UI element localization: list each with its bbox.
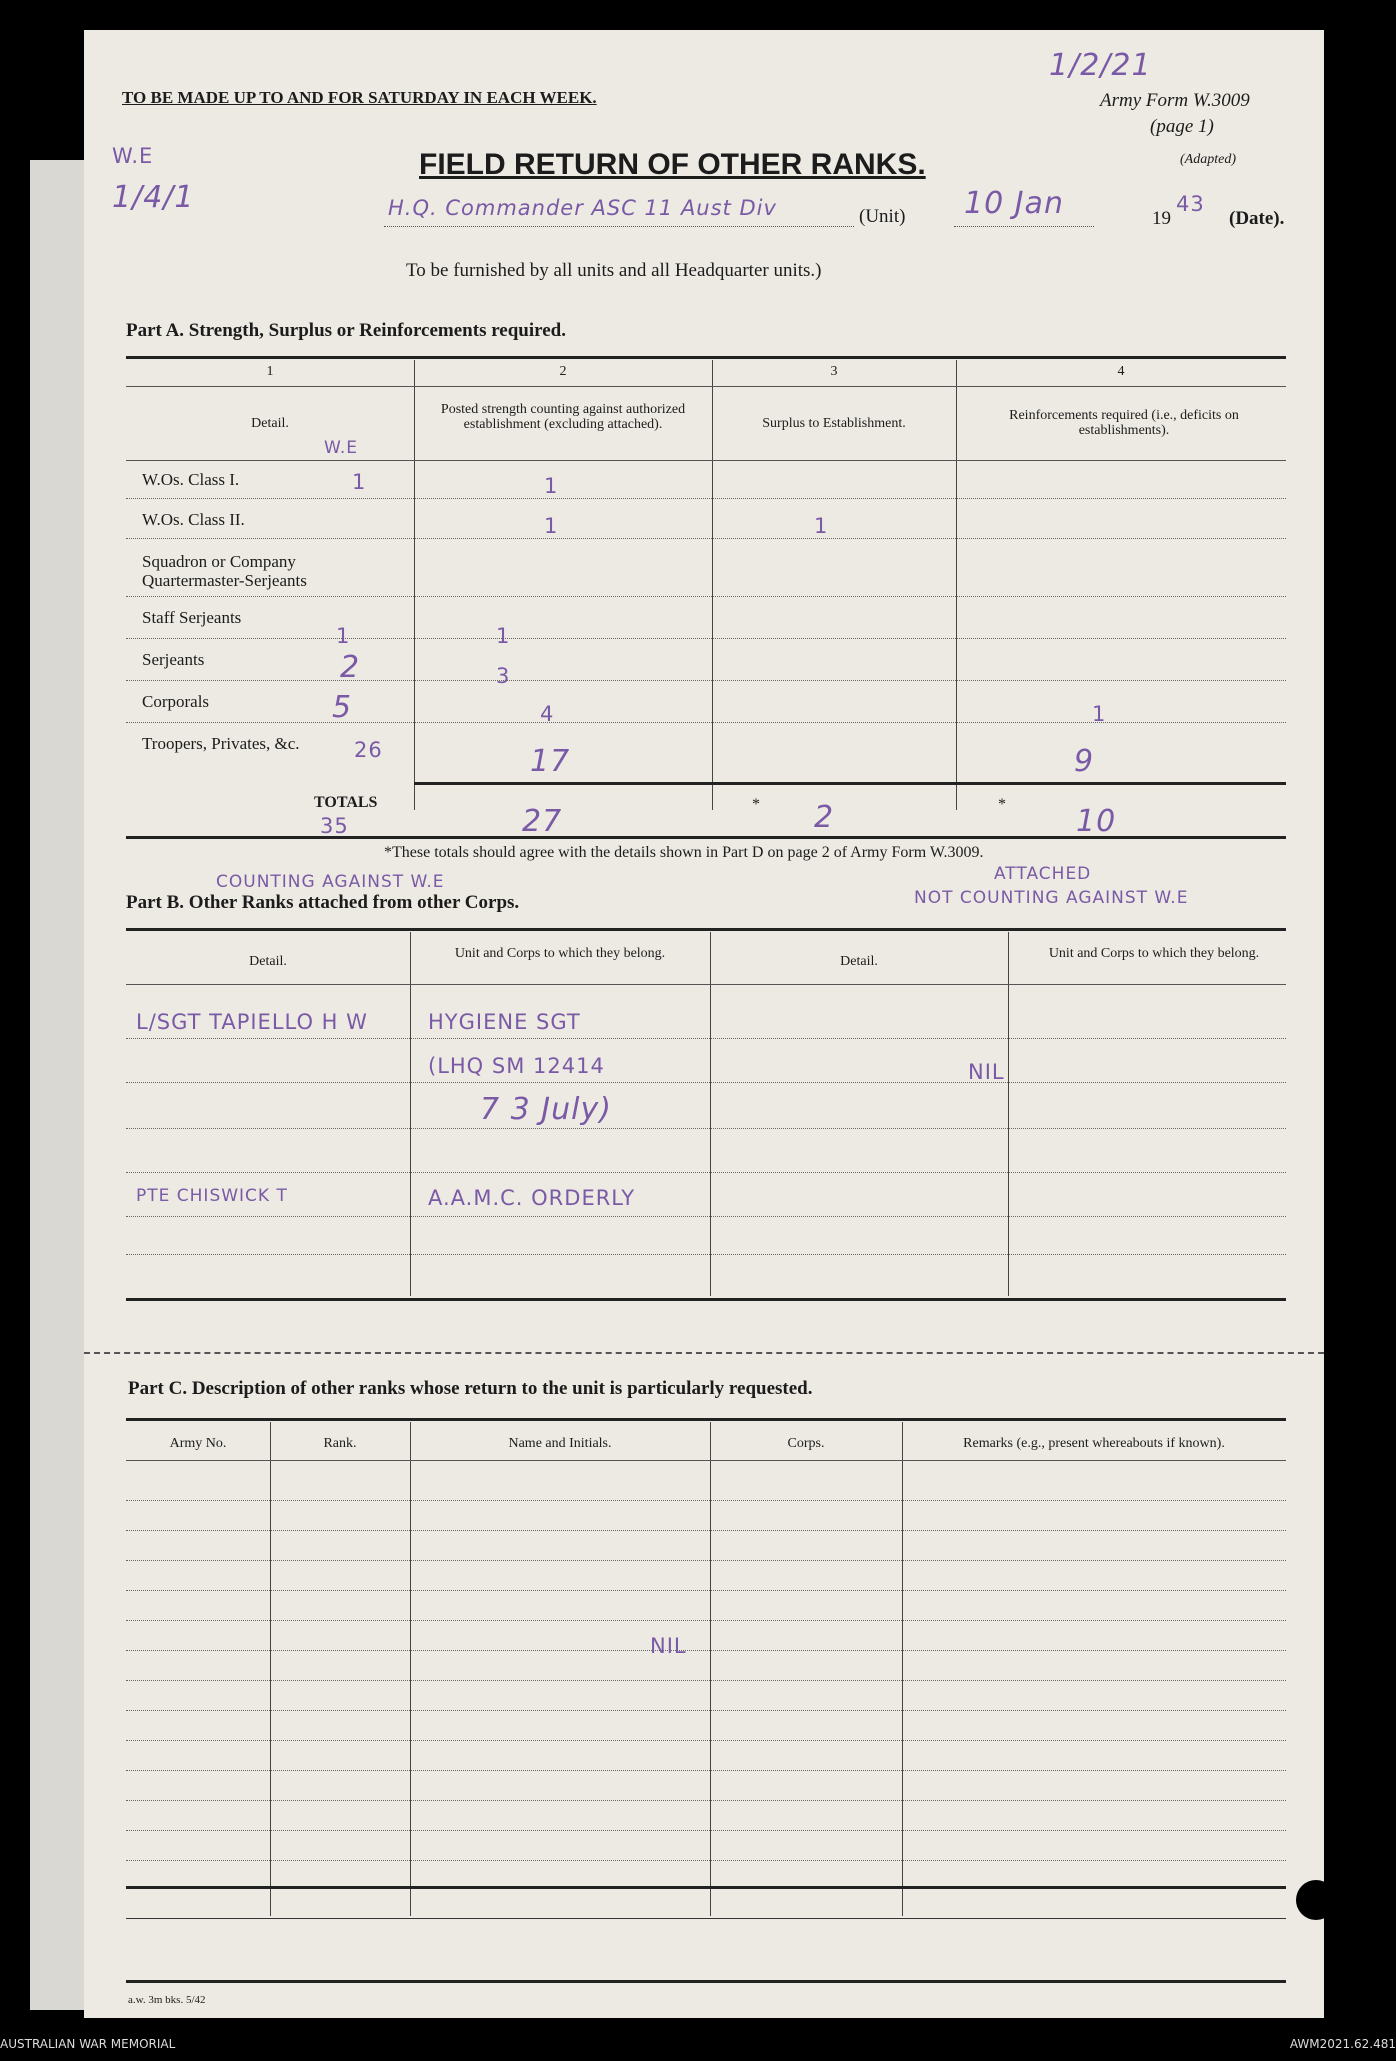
reinf-troopers: 9 — [1074, 744, 1095, 779]
header-detail: Detail. — [251, 416, 289, 431]
form-number: Army Form W.3009 — [1100, 90, 1250, 111]
row-label-wo1: W.Os. Class I. — [142, 470, 240, 489]
header-surplus: Surplus to Establishment. — [762, 416, 906, 431]
page-title: FIELD RETURN OF OTHER RANKS. — [419, 148, 926, 181]
col-number-4: 4 — [1117, 364, 1125, 379]
form-page: (page 1) — [1150, 116, 1214, 137]
posted-wo1: 1 — [544, 474, 559, 498]
hw-date-value: 10 Jan — [964, 186, 1064, 221]
posted-troopers: 17 — [530, 744, 571, 779]
b-entry-2-unit: (LHQ SM 12414 — [428, 1054, 605, 1078]
row-label-wo2: W.Os. Class II. — [142, 510, 245, 529]
c-header-remarks: Remarks (e.g., present whereabouts if known). — [963, 1436, 1225, 1451]
col-number-2: 2 — [559, 364, 567, 379]
b-header-unit-corps: Unit and Corps to which they belong. — [454, 946, 666, 961]
print-code: a.w. 3m bks. 5/42 — [128, 1994, 206, 2006]
adapted-note: (Adapted) — [1180, 152, 1236, 167]
reinf-corporals: 1 — [1092, 702, 1107, 726]
surplus-wo2: 1 — [814, 514, 829, 538]
part-c-title: Part C. Description of other ranks whose return to the unit is particularly requested. — [128, 1378, 813, 1399]
row-label-staff-sgt: Staff Serjeants — [142, 608, 242, 627]
b-entry-1-detail: L/SGT TAPIELLO H W — [136, 1010, 368, 1034]
footer-right: AWM2021.62.481 — [1289, 2037, 1396, 2051]
we-serjeants: 2 — [340, 650, 361, 685]
posted-wo2: 1 — [544, 514, 559, 538]
part-b-title: Part B. Other Ranks attached from other Corps. — [126, 892, 520, 913]
furnished-note: To be furnished by all units and all Headquarter units.) — [406, 260, 822, 281]
punch-hole — [1296, 1880, 1336, 1920]
row-label-serjeants: Serjeants — [142, 650, 205, 669]
year-prefix: 19 — [1152, 208, 1171, 229]
hw-unit-value: H.Q. Commander ASC 11 Aust Div — [388, 196, 777, 220]
totals-surplus: 2 — [814, 800, 835, 835]
header-reinforcements: Reinforcements required (i.e., deficits on establishments). — [1009, 408, 1239, 438]
hw-we-col: W.E — [324, 438, 359, 458]
totals-label: TOTALS — [314, 794, 378, 811]
row-label-corporals: Corporals — [142, 692, 210, 711]
totals-footnote: *These totals should agree with the details shown in Part D on page 2 of Army Form W.3009. — [384, 844, 984, 861]
totals-posted: 27 — [522, 804, 563, 839]
unit-label: (Unit) — [859, 206, 906, 227]
asterisk-surplus: * — [752, 796, 760, 813]
hw-part-b-right-note-1: ATTACHED — [994, 864, 1092, 884]
hw-year-value: 43 — [1176, 192, 1205, 216]
hw-part-b-right-note-2: NOT COUNTING AGAINST W.E — [914, 888, 1189, 908]
hw-left-margin-1: W.E — [112, 144, 154, 168]
date-label: (Date). — [1229, 208, 1285, 229]
header-posted: Posted strength counting against authorized establishment (excluding attached). — [440, 402, 686, 432]
we-troopers: 26 — [354, 738, 383, 762]
b-header-detail: Detail. — [249, 954, 287, 969]
footer-left: AUSTRALIAN WAR MEMORIAL — [0, 2037, 176, 2051]
col-number-1: 1 — [266, 364, 274, 379]
we-corporals: 5 — [332, 690, 353, 725]
c-nil: NIL — [650, 1634, 687, 1658]
hw-part-b-left-note: COUNTING AGAINST W.E — [216, 872, 445, 892]
b-entry-1-unit: HYGIENE SGT — [428, 1010, 581, 1034]
hw-top-right: 1/2/21 — [1049, 48, 1152, 83]
posted-staff-sgt: 1 — [496, 624, 511, 648]
totals-reinf: 10 — [1076, 804, 1117, 839]
b-header-unit-corps-2: Unit and Corps to which they belong. — [1048, 946, 1260, 961]
c-header-army-no: Army No. — [169, 1436, 227, 1451]
c-header-name: Name and Initials. — [508, 1436, 612, 1451]
b-entry-4-detail: PTE CHISWICK T — [136, 1186, 288, 1206]
b-entry-3-unit: 7 3 July) — [480, 1092, 612, 1127]
c-header-corps: Corps. — [787, 1436, 825, 1451]
col-number-3: 3 — [830, 364, 838, 379]
top-note: TO BE MADE UP TO AND FOR SATURDAY IN EACH WEEK. — [122, 88, 597, 107]
we-staff-sgt: 1 — [336, 624, 351, 648]
row-label-troopers: Troopers, Privates, &c. — [142, 734, 300, 753]
posted-serjeants: 3 — [496, 664, 511, 688]
b-right-nil: NIL — [968, 1060, 1005, 1084]
form-sheet — [84, 30, 1324, 2018]
totals-we: 35 — [320, 814, 349, 838]
posted-corporals: 4 — [540, 702, 555, 726]
asterisk-reinf: * — [998, 796, 1006, 813]
row-label-cqms: Squadron or Company Quartermaster-Serjeants — [142, 552, 307, 590]
we-wo1: 1 — [352, 470, 367, 494]
part-a-title: Part A. Strength, Surplus or Reinforcements required. — [126, 320, 566, 341]
b-header-detail-2: Detail. — [840, 954, 878, 969]
hw-left-margin-2: 1/4/1 — [112, 180, 195, 215]
b-entry-4-unit: A.A.M.C. ORDERLY — [428, 1186, 636, 1210]
c-header-rank: Rank. — [323, 1436, 357, 1451]
